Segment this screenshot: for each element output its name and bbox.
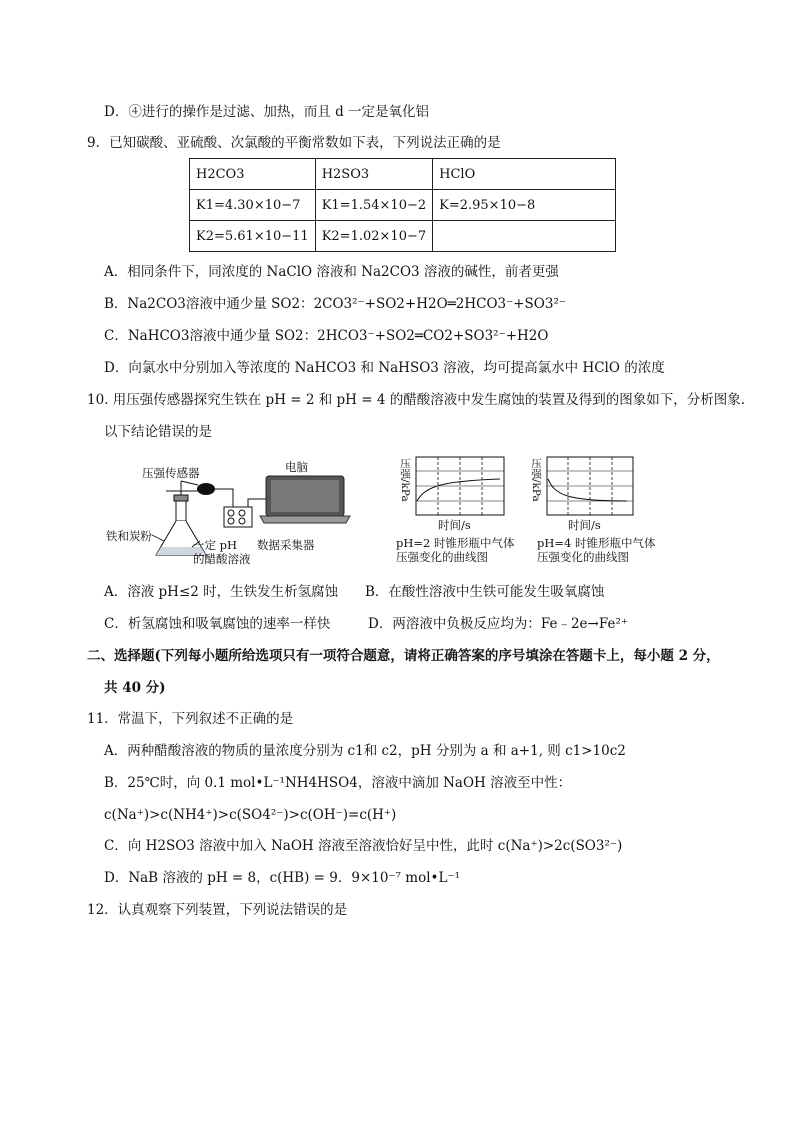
table-header-h2co3: H2CO3 bbox=[190, 159, 316, 190]
q11-option-d: D．NaB 溶液的 pH = 8，c(HB) = 9．9×10⁻⁷ mol•L⁻¹ bbox=[104, 870, 460, 886]
label-iron-carbon: 铁和炭粉 bbox=[106, 529, 152, 543]
label-data-collector: 数据采集器 bbox=[257, 538, 315, 552]
q10-option-b: B．在酸性溶液中生铁可能发生吸氧腐蚀 bbox=[365, 584, 605, 600]
pressure-sensor-icon bbox=[197, 483, 215, 495]
q9-option-c-equation: 2HCO3⁻+SO2═CO2+SO3²⁻+H2O bbox=[317, 328, 549, 344]
label-solution-line2: 的醋酸溶液 bbox=[193, 552, 251, 566]
q9-option-b-prefix: B．Na2CO3溶液中通少量 SO2： bbox=[104, 296, 314, 312]
q10-option-d: D．两溶液中负极反应均为：Fe﹣2e→Fe²⁺ bbox=[368, 616, 628, 632]
graph2-caption-line2: 压强变化的曲线图 bbox=[537, 550, 629, 564]
graph1-caption-line1: pH=2 时锥形瓶中气体 bbox=[396, 536, 515, 550]
q9-option-b bbox=[104, 295, 566, 313]
equilibrium-constant-table bbox=[189, 158, 616, 252]
section2-title-line2: 共 40 分) bbox=[104, 680, 166, 696]
laptop-icon bbox=[260, 476, 350, 523]
label-solution-line1: 一定 pH bbox=[193, 538, 238, 552]
q9-option-d: D．向氯水中分别加入等浓度的 NaHCO3 和 NaHSO3 溶液，均可提高氯水中 HClO 的浓度 bbox=[104, 360, 665, 376]
q10-option-a: A．溶液 pH≤2 时，生铁发生析氢腐蚀 bbox=[104, 584, 339, 600]
graph-ph4 bbox=[527, 455, 637, 517]
q10-stem-line2: 以下结论错误的是 bbox=[104, 424, 212, 440]
q11-option-b-line2: c(Na⁺)>c(NH4⁺)>c(SO4²⁻)>c(OH⁻)=c(H⁺) bbox=[104, 807, 397, 823]
table-cell: K1=1.54×10−2 bbox=[315, 190, 432, 221]
q9-stem: 9．已知碳酸、亚硫酸、次氯酸的平衡常数如下表，下列说法正确的是 bbox=[87, 135, 501, 151]
q10-option-c: C．析氢腐蚀和吸氧腐蚀的速率一样快 bbox=[104, 616, 331, 632]
table-cell: K1=4.30×10−7 bbox=[190, 190, 316, 221]
graph1-caption-line2: 压强变化的曲线图 bbox=[396, 550, 488, 564]
q9-option-c-prefix: C．NaHCO3溶液中通少量 SO2： bbox=[104, 328, 318, 344]
section2-title-line1: 二、选择题(下列每小题所给选项只有一项符合题意，请将正确答案的序号填涂在答题卡上，每小题 2 分， bbox=[87, 648, 720, 664]
q11-option-c: C．向 H2SO3 溶液中加入 NaOH 溶液至溶液恰好呈中性，此时 c(Na⁺)>2c(SO3²⁻) bbox=[104, 838, 623, 854]
q9-option-b-equation: 2CO3²⁻+SO2+H2O═2HCO3⁻+SO3²⁻ bbox=[313, 296, 566, 312]
graph2-xlabel: 时间/s bbox=[568, 518, 601, 532]
q11-option-a: A．两种醋酸溶液的物质的量浓度分别为 c1和 c2，pH 分别为 a 和 a+1, 则 c1>10c2 bbox=[104, 743, 626, 759]
label-pressure-sensor: 压强传感器 bbox=[142, 466, 200, 480]
table-header-h2so3: H2SO3 bbox=[315, 159, 432, 190]
graph2-caption-line1: pH=4 时锥形瓶中气体 bbox=[537, 536, 656, 550]
q9-option-a: A．相同条件下，同浓度的 NaClO 溶液和 Na2CO3 溶液的碱性，前者更强 bbox=[104, 264, 559, 280]
graph2-ylabel: 压强/kPa bbox=[530, 458, 542, 502]
q11-stem: 11．常温下，下列叙述不正确的是 bbox=[87, 711, 294, 727]
table-cell: K=2.95×10−8 bbox=[433, 190, 616, 221]
table-cell: K2=1.02×10−7 bbox=[315, 221, 432, 252]
graph1-ylabel: 压强/kPa bbox=[399, 458, 411, 502]
table-cell: K2=5.61×10−11 bbox=[190, 221, 316, 252]
table-row bbox=[190, 159, 616, 190]
q10-stem-line1: 10. 用压强传感器探究生铁在 pH = 2 和 pH = 4 的醋酸溶液中发生腐蚀的装置及得到的图象如下，分析图象. bbox=[87, 392, 746, 408]
data-collector-icon bbox=[224, 507, 252, 527]
table-header-hclo: HClO bbox=[433, 159, 616, 190]
q12-stem: 12．认真观察下列装置，下列说法错误的是 bbox=[87, 902, 348, 918]
q11-option-b-line1: B．25℃时，向 0.1 mol•L⁻¹NH4HSO4，溶液中滴加 NaOH 溶液至中性： bbox=[104, 775, 572, 791]
graph1-xlabel: 时间/s bbox=[438, 518, 471, 532]
graph-ph2 bbox=[396, 455, 506, 517]
q9-option-c bbox=[104, 327, 548, 345]
q8-option-d: D．④进行的操作是过滤、加热，而且 d 一定是氧化铝 bbox=[104, 104, 430, 120]
label-computer: 电脑 bbox=[285, 460, 308, 474]
table-row bbox=[190, 221, 616, 252]
table-row bbox=[190, 190, 616, 221]
table-cell bbox=[433, 221, 616, 252]
